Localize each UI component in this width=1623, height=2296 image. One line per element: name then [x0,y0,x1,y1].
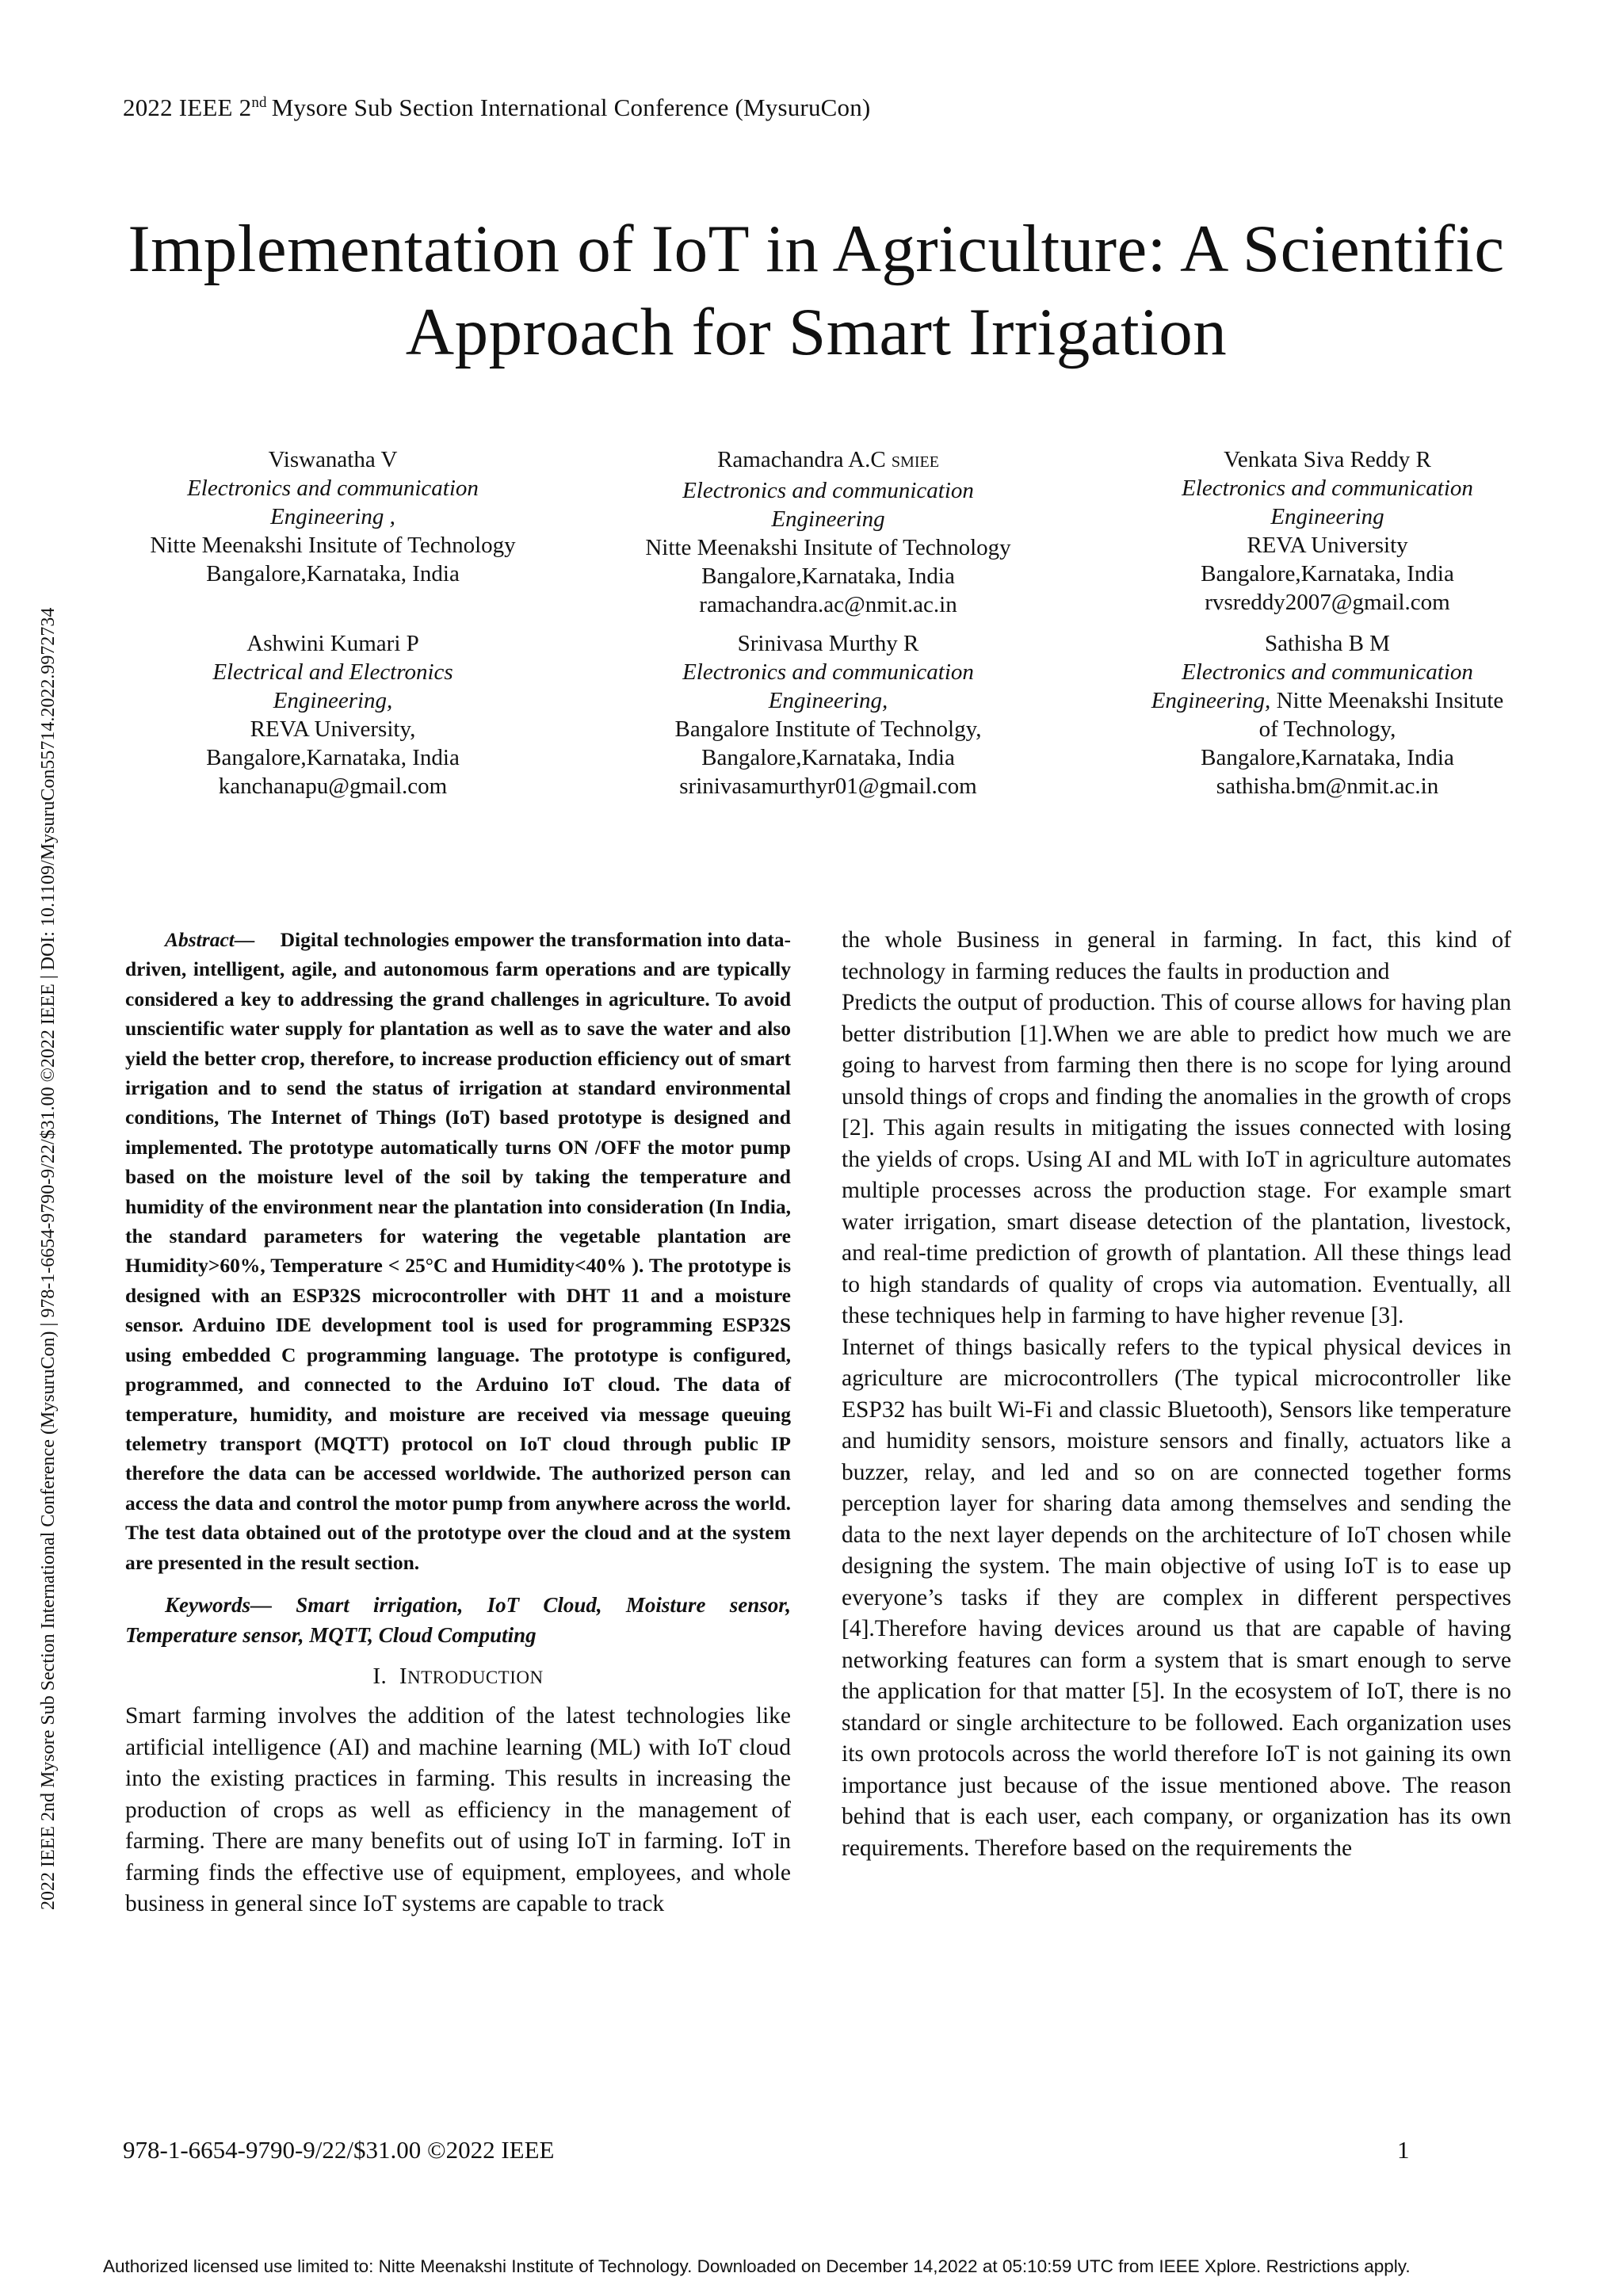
author-card [87,445,579,629]
abstract-text: Digital technologies empower the transformation into data-driven, intelligent, agile, and autonomous farm operations and are typically considered a key to addressing the grand challenges in agriculture. To avoid unscientific water supply for plantation as well as to save the water and also yield the better crop, therefore, to increase production efficiency out of smart irrigation and to send the status of irrigation at standard environmental conditions, The Internet of Things (IoT) based prototype is designed and implemented. The prototype automatically turns ON /OFF the motor pump based on the moisture level of the soil by taking the temperature and humidity of the environment near the plantation into consideration (In India, the standard parameters for watering the vegetable plantation are Humidity>60%, Temperature < 25°C and Humidity<40% ). The prototype is designed with an ESP32S microcontroller with DHT 11 and a moisture sensor. Arduino IDE development tool is used for programming ESP32S using embedded C programming language. The prototype is configured, programmed, and connected to the Arduino IoT cloud. The data of temperature, humidity, and moisture are received via message queuing telemetry transport (MQTT) protocol on IoT cloud through public IP therefore the data can be accessed worldwide. The authorized person can access the data and control the motor pump from anywhere across the world. The test data obtained out of the prototype over the cloud and at the system are presented in the result section. [125,928,791,1574]
body-paragraph: Predicts the output of production. This of course allows for having plan better distribution [1].When we are able to predict how much we are going to harvest from farming then there is no scope for lying around unsold things of crops and finding the anomalies in the growth of crops [2]. This again results in mitigating the issues connected with losing the yields of crops. Using AI and ML with IoT in agriculture automates multiple processes across the production stage. For example smart water irrigation, smart disease detection of the plantation, livestock, and real-time prediction of growth of plantation. All these things lead to high standards of quality of crops via automation. Eventually, all these techniques help in farming to have higher revenue [3]. [842,990,1511,1328]
author-affiliation: Nitte Meenakshi Insitute of Technology [645,535,1011,560]
author-affiliation: REVA University [1247,533,1408,558]
author-department: Electronics and communication [682,478,974,503]
author-name: Srinivasa Murthy R [737,631,919,656]
author-department: Electronics and communication [1182,476,1473,501]
footer-copyright: 978-1-6654-9790-9/22/$31.00 ©2022 IEEE [123,2136,555,2164]
author-block [87,445,1577,819]
author-department-mixed: Engineering, Nitte Meenakshi Insitute [1151,688,1504,713]
conference-header-superscript: nd [251,94,267,111]
keywords: Keywords— Smart irrigation, IoT Cloud, Moisture sensor, Temperature sensor, MQTT, Cloud Computing [125,1592,791,1647]
paper-title [87,208,1545,374]
author-department: Engineering, [768,688,888,713]
author-department: Electronics and communication [187,476,479,501]
author-department: Engineering [1270,504,1384,529]
abstract-lead: Abstract— [165,928,255,951]
author-name: Ramachandra A.C SMIEE [717,447,939,472]
author-department: Engineering, [273,688,393,713]
page-number: 1 [1397,2136,1410,2164]
conference-header-rest: Mysore Sub Section International Conference (MysuruCon) [271,94,871,121]
author-affiliation: Bangalore Institute of Technolgy, [674,716,982,742]
author-email[interactable]: rvsreddy2007@gmail.com [1205,590,1450,615]
author-location: Bangalore,Karnataka, India [701,563,955,589]
conference-header [123,94,870,122]
author-membership: SMIEE [891,453,939,471]
left-column [125,925,791,1920]
author-department: Electrical and Electronics [212,659,453,685]
author-location: Bangalore,Karnataka, India [1201,561,1454,586]
author-name: Venkata Siva Reddy R [1224,447,1431,472]
author-location: Bangalore,Karnataka, India [701,745,955,770]
author-location: Bangalore,Karnataka, India [206,561,460,586]
author-affiliation: Nitte Meenakshi Insitute of Technology [150,533,516,558]
author-location: Bangalore,Karnataka, India [206,745,460,770]
author-card [579,629,1078,819]
author-card [1078,629,1577,819]
author-department: Engineering , [270,504,395,529]
paper-title-line-1: Implementation of IoT in Agriculture: A Scientific [128,212,1505,286]
author-department: Engineering [771,506,885,532]
author-card [87,629,579,819]
author-row-1 [87,445,1577,629]
conference-header-prefix: 2022 IEEE 2 [123,94,252,121]
author-name: Sathisha B M [1265,631,1390,656]
intro-paragraph: Smart farming involves the addition of the latest technologies like artificial intelligence (AI) and machine learning (ML) with IoT cloud into the existing practices in farming. This results in increasing the production of crops as well as efficiency in the management of farming. There are many benefits out of using IoT in farming. IoT in farming finds the effective use of equipment, employees, and whole business in general since IoT systems are capable to track [125,1703,791,1917]
section-heading-introduction: I. INTRODUCTION [372,1663,544,1689]
author-department: Electronics and communication [1182,659,1473,685]
right-column [842,925,1511,1864]
author-location: Bangalore,Karnataka, India [1201,745,1454,770]
author-name: Ashwini Kumari P [246,631,419,656]
body-paragraph: Internet of things basically refers to the typical physical devices in agriculture are microcontrollers (The typical microcontroller like ESP32 has built Wi-Fi and classic Bluetooth), Sensors like temperature and humidity sensors, moisture sensors and finally, actuators like a buzzer, relay, and led and so on are connected together forms perception layer for sharing data among themselves and sending the data to the next layer depends on the architecture of IoT chosen while designing the system. The main objective of using IoT is to ease up everyone’s tasks if they are complex in different perspectives [4].Therefore having devices around us that are capable of having networking features can form a system that is smart enough to serve the application for that matter [5]. In the ecosystem of IoT, there is no standard or single architecture to be followed. Each organization uses its own protocols across the world therefore IoT is not gaining its own importance just because of the issue mentioned above. The reason behind that is each user, each company, or organization has its own requirements. Therefore based on the requirements the [842,1334,1511,1861]
abstract [125,925,791,1577]
side-citation-note: 2022 IEEE 2nd Mysore Sub Section International Conference (MysuruCon) | 978-1-6654-9790-9/22/$31.00 ©2022 IEEE | DOI: 10.1109/MysuruCon55714.2022.9972734 [38,607,59,1910]
author-affiliation: of Technology, [1258,716,1396,742]
paper-title-line-2: Approach for Smart Irrigation [405,295,1228,369]
author-affiliation: REVA University, [250,716,416,742]
author-email[interactable]: srinivasamurthyr01@gmail.com [679,774,977,799]
author-email[interactable]: kanchanapu@gmail.com [218,774,448,799]
author-name: Viswanatha V [268,447,398,472]
author-department: Electronics and communication [682,659,974,685]
license-notice: Authorized licensed use limited to: Nitte Meenakshi Institute of Technology. Downloaded on December 14,2022 at 05:10:59 UTC from IEEE Xplore. Restrictions apply. [103,2256,1411,2276]
author-email[interactable]: sathisha.bm@nmit.ac.in [1216,774,1439,799]
author-card [579,445,1078,629]
author-card [1078,445,1577,629]
author-email[interactable]: ramachandra.ac@nmit.ac.in [699,592,957,617]
body-paragraph: the whole Business in general in farming. In fact, this kind of technology in farming reduces the faults in production and [842,927,1511,984]
author-row-2 [87,629,1577,819]
